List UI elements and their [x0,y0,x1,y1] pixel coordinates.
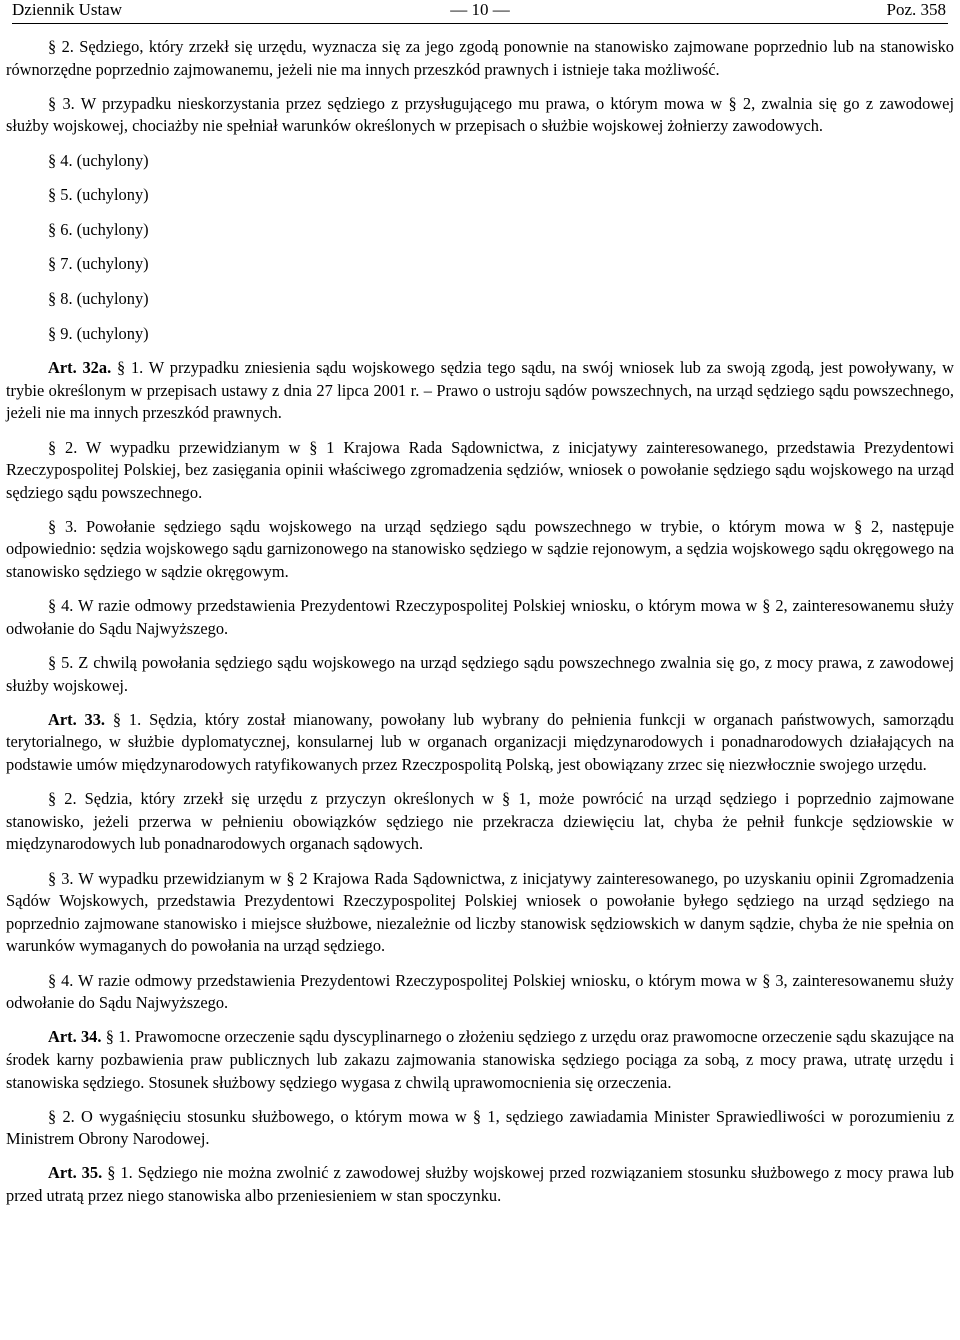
header-rule [12,23,948,24]
paragraph-text: § 3. W wypadku przewidzianym w § 2 Krajowa Rada Sądownictwa, z inicjatywy zainteresowanego, po uzyskaniu opinii Zgromadzenia Sądów Wojskowych, przedstawia Prezydentowi Rzeczypospolitej Polskiej wniosek o powołanie byłego sędziego na urząd sędziego na poprzednio zajmowane stanowisko i miejsce służbowe, niezależnie od liczby stanowisk sędziowskich w danym sądzie, chyba że nie spełnia on warunków wymaganych do powołania na urząd sędziego. [6,868,954,956]
paragraph [6,1162,954,1207]
paragraph-text: § 2. O wygaśnięciu stosunku służbowego, o którym mowa w § 1, sędziego zawiadamia Minister Sprawiedliwości w porozumieniu z Ministrem Obrony Narodowej. [6,1106,954,1149]
paragraph [6,288,954,311]
journal-title: Dziennik Ustaw [12,0,123,19]
paragraph [6,219,954,242]
article-label: Art. 34. [48,1027,102,1047]
paragraph [6,788,954,856]
paragraph [6,323,954,346]
paragraph [6,868,954,958]
paragraph [6,253,954,276]
paragraph-text: § 6. (uchylony) [48,219,149,239]
paragraph-text: § 5. (uchylony) [48,185,149,205]
paragraph [6,652,954,697]
paragraph-text: § 1. Sędzia, który został mianowany, powołany lub wybrany do pełnienia funkcji w organach państwowych, samorządu terytorialnego, w służbie dyplomatycznej, konsularnej lub w organach organizacji międzynarodowych i ponadnarodowych działających na podstawie umów międzynarodowych ratyfikowanych przez Rzeczpospolitą Polską, jest obowiązany zrzec się niezwłocznie swojego urzędu. [6,709,954,774]
position-number: Poz. 358 [886,0,946,19]
paragraph [6,36,954,81]
article-label: Art. 35. [48,1163,103,1183]
paragraph-text: § 1. W przypadku zniesienia sądu wojskowego sędzia tego sądu, na swój wniosek lub za swoją zgodą, jest powoływany, w trybie określonym w przepisach ustawy z dnia 27 lipca 2001 r. – Prawo o ustroju sądów powszechnych, na urząd sędziego sądu powszechnego, jeżeli nie ma innych przeszkód prawnych. [6,358,954,423]
paragraph [6,357,954,425]
paragraph-text: § 1. Sędziego nie można zwolnić z zawodowej służby wojskowej przed rozwiązaniem stosunku służbowego z mocy prawa lub przed utratą przez niego stanowiska albo przeniesieniem w stan spoczynku. [6,1163,954,1206]
paragraph [6,1106,954,1151]
paragraph-text: § 4. W razie odmowy przedstawienia Prezydentowi Rzeczypospolitej Polskiej wniosku, o którym mowa w § 2, zainteresowanemu służy odwołanie do Sądu Najwyższego. [6,596,954,638]
paragraph [6,93,954,138]
paragraph-text: § 4. (uchylony) [48,150,149,170]
paragraph [6,437,954,505]
paragraph-text: § 5. Z chwilą powołania sędziego sądu wojskowego na urząd sędziego sądu powszechnego zwalnia się go, z mocy prawa, z zawodowej służby wojskowej. [6,653,954,695]
paragraph-text: § 2. W wypadku przewidzianym w § 1 Krajowa Rada Sądownictwa, z inicjatywy zainteresowanego, przedstawia Prezydentowi Rzeczypospolitej Polskiej, bez zasięgania opinii właściwego zgromadzenia sędziów, wniosek o powołanie sędziego sądu wojskowego na urząd sędziego sądu powszechnego. [6,437,954,502]
paragraph-text: § 9. (uchylony) [48,323,149,343]
paragraph-text: § 3. W przypadku nieskorzystania przez sędziego z przysługującego mu prawa, o którym mowa w § 2, zwalnia się go z zawodowej służby wojskowej, chociażby nie spełniał warunków określonych w przepisach o służbie wojskowej żołnierzy zawodowych. [6,93,954,136]
paragraph-text: § 1. Prawomocne orzeczenie sądu dyscyplinarnego o złożeniu sędziego z urzędu oraz prawomocne orzeczenie sądu skazujące na środek karny pozbawienia praw publicznych lub zakazu zajmowania stanowiska sędziego pociąga za sobą, z mocy prawa, utratę urzędu i stanowiska sędziego. Stosunek służbowy sędziego wygasa z chwilą uprawomocnienia się orzeczenia. [6,1027,954,1092]
paragraph-text: § 8. (uchylony) [48,288,149,308]
paragraph-text: § 4. W razie odmowy przedstawienia Prezydentowi Rzeczypospolitej Polskiej wniosku, o którym mowa w § 3, zainteresowanemu służy odwołanie do Sądu Najwyższego. [6,970,954,1013]
page-number: — 10 — [450,0,510,19]
paragraph-text: § 2. Sędziego, który zrzekł się urzędu, wyznacza się za jego zgodą ponownie na stanowisko zajmowane poprzednio lub na stanowisko równorzędne poprzednio zajmowanemu, jeżeli nie ma innych przeszkód prawnych i istnieje taka możliwość. [6,37,954,79]
paragraph [6,709,954,777]
paragraph [6,1026,954,1094]
paragraph [6,184,954,207]
page-header [6,0,954,26]
article-label: Art. 32a. [48,358,112,378]
paragraph-text: § 2. Sędzia, który zrzekł się urzędu z przyczyn określonych w § 1, może powrócić na urząd sędziego i poprzednio zajmowane stanowisko, jeżeli przerwa w pełnieniu obowiązków sędziego nie przekracza dziewięciu lat, chyba że pełnił funkcje sędziowskie w międzynarodowych lub ponadnarodowych organach sądowych. [6,789,954,854]
paragraph-text: § 7. (uchylony) [48,254,149,274]
paragraph [6,970,954,1015]
paragraph [6,595,954,640]
paragraph-text: § 3. Powołanie sędziego sądu wojskowego na urząd sędziego sądu powszechnego w trybie, o którym mowa w § 2, następuje odpowiednio: sędzia wojskowego sądu garnizonowego na stanowisko sędziego w sądzie rejonowym, a sędzia wojskowego sądu okręgowego na stanowisko sędziego w sądzie okręgowym. [6,516,954,582]
article-label: Art. 33. [48,709,106,729]
document-body [6,26,954,1208]
paragraph [6,150,954,173]
paragraph [6,516,954,584]
